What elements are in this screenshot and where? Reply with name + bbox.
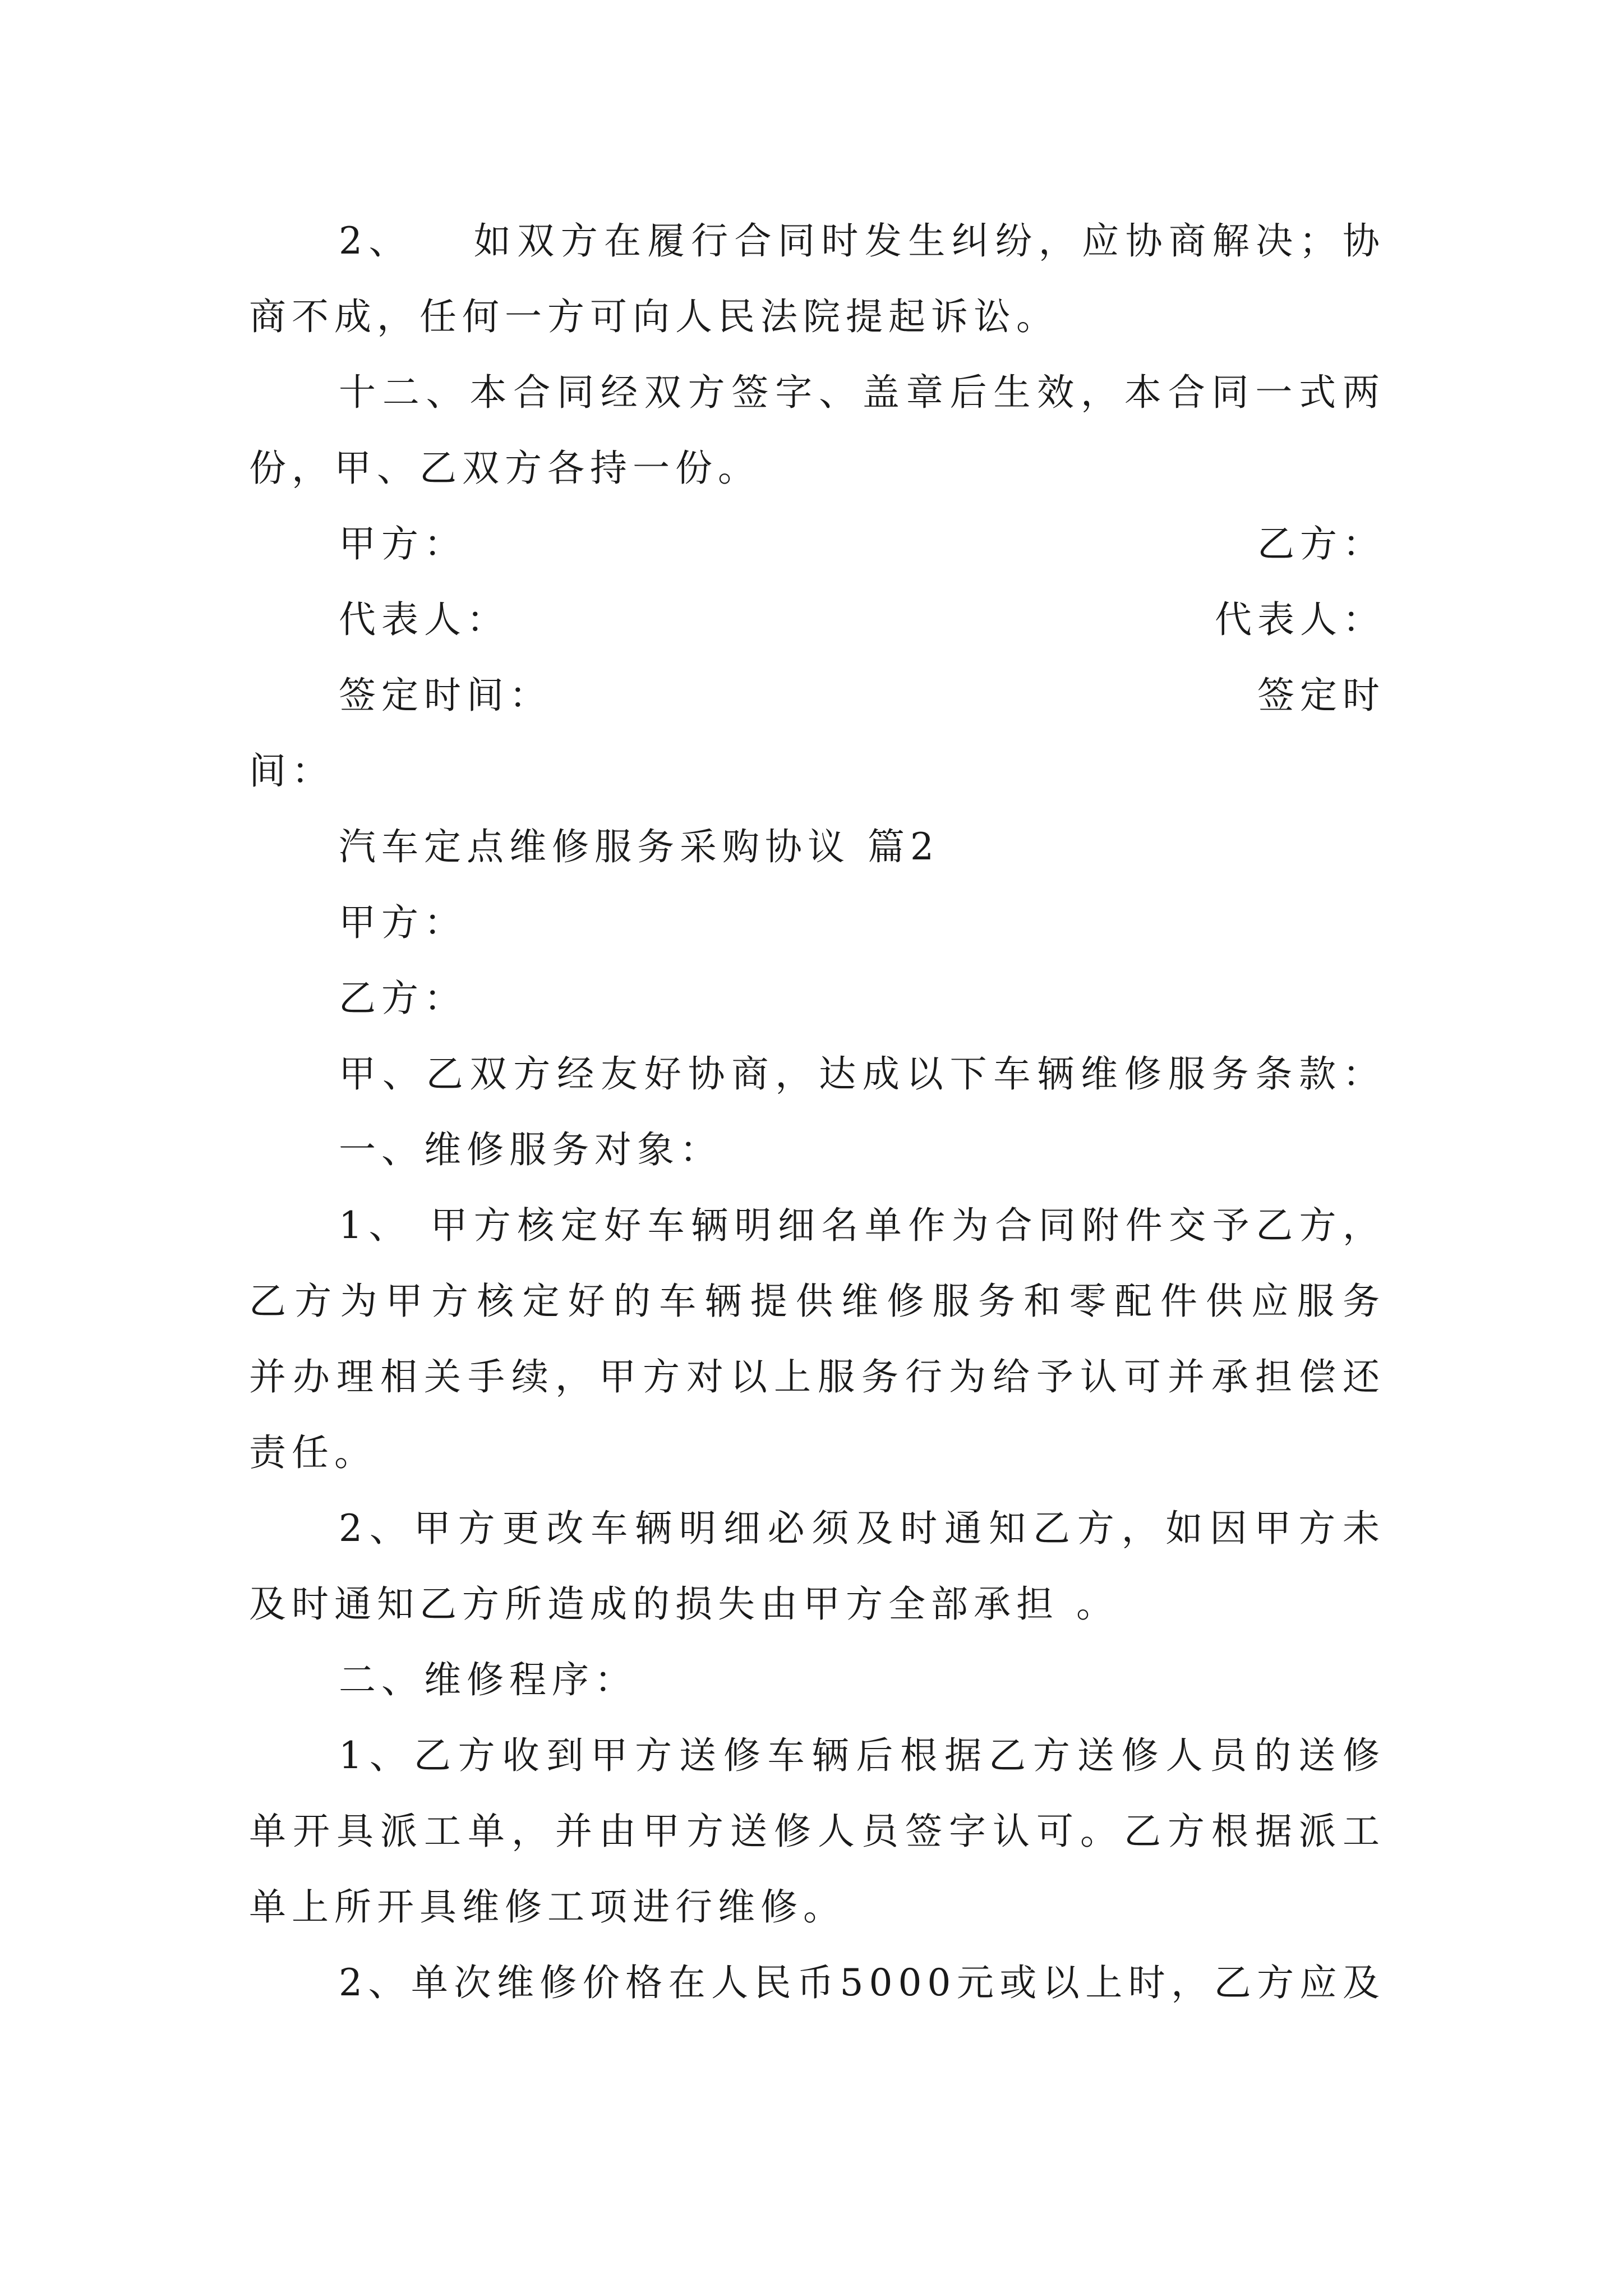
section-title: 汽车定点维修服务采购协议 篇2 [339,825,939,868]
sign-date-b-label: 签定时 [1257,674,1385,717]
paragraph-line: 乙方为甲方核定好的车辆提供维修服务和零配件供应服务 [249,1280,1385,1323]
paragraph-line: 商不成，任何一方可向人民法院提起诉讼。 [249,295,1059,338]
clause-heading: 一、维修服务对象： [339,1128,722,1171]
paragraph-line: 十二、本合同经双方签字、盖章后生效，本合同一式两 [339,371,1385,414]
party-b-label: 乙方： [1257,522,1385,565]
paragraph-line: 1、乙方收到甲方送修车辆后根据乙方送修人员的送修 [339,1734,1385,1777]
paragraph-line: 责任。 [249,1431,377,1474]
signature-party-row [339,510,1385,578]
paragraph-line: 单开具派工单，并由甲方送修人员签字认可。乙方根据派工 [249,1810,1385,1853]
paragraph-line: 2、 如双方在履行合同时发生纠纷，应协商解决；协 [339,219,1385,263]
sign-date-a-label: 签定时间： [339,674,552,717]
paragraph-line: 单上所开具维修工项进行维修。 [249,1885,846,1929]
signature-date-row [339,662,1385,729]
paragraph-line: 2、甲方更改车辆明细必须及时通知乙方，如因甲方未 [339,1507,1385,1550]
signature-representative-row [339,586,1385,654]
paragraph-line: 1、 甲方核定好车辆明细名单作为合同附件交予乙方， [339,1204,1385,1247]
paragraph-line: 及时通知乙方所造成的损失由甲方全部承担 。 [249,1582,1119,1626]
party-a-line: 甲方： [339,901,467,944]
paragraph-line: 间： [249,749,334,793]
representative-a-label: 代表人： [339,598,509,641]
representative-b-label: 代表人： [1215,598,1385,641]
clause-heading: 二、维修程序： [339,1658,637,1701]
paragraph-line: 甲、乙双方经友好协商，达成以下车辆维修服务条款： [339,1052,1385,1096]
party-a-label: 甲方： [339,522,467,565]
party-b-line: 乙方： [339,977,467,1020]
paragraph-line: 2、单次维修价格在人民币5000元或以上时，乙方应及 [339,1961,1385,2004]
paragraph-line: 并办理相关手续，甲方对以上服务行为给予认可并承担偿还 [249,1355,1385,1398]
paragraph-line: 份，甲、乙双方各持一份。 [249,447,760,490]
